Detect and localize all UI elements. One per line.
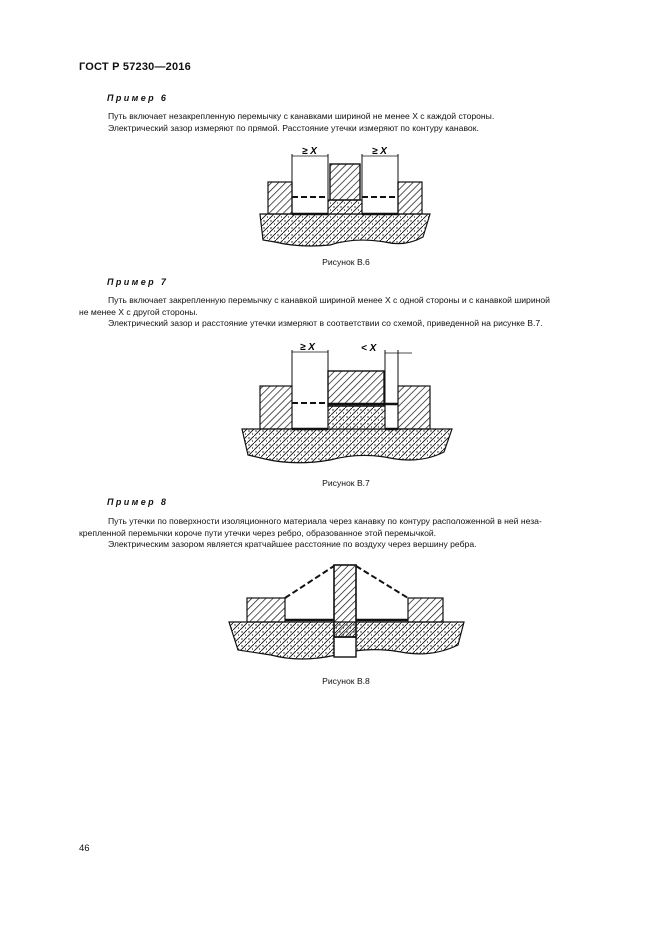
base-insulator: [242, 429, 452, 463]
dim-label-left: ≥ X: [300, 342, 315, 353]
example-7-line-3: Электрический зазор и расстояние утечки измеряют в соответствии со схемой, приведенной на рисунке В.7.: [108, 318, 543, 329]
caption-b6: Рисунок В.6: [322, 257, 370, 267]
page-number: 46: [79, 843, 90, 854]
bar: [330, 164, 360, 200]
example-6-title: Пример 6: [107, 93, 169, 103]
caption-b8: Рисунок В.8: [322, 676, 370, 686]
base-insulator: [260, 214, 430, 246]
figure-b7: [240, 338, 455, 468]
document-header: ГОСТ Р 57230—2016: [79, 61, 191, 73]
bar: [328, 371, 384, 406]
base-raised: [328, 200, 362, 214]
groove: [334, 637, 356, 657]
example-6-line-1: Путь включает незакрепленную перемычку с канавками шириной не менее X с каждой стороны.: [108, 111, 495, 121]
example-8-title: Пример 8: [107, 497, 169, 507]
dim-label-right: ≥ X: [372, 146, 387, 157]
right-conductor: [398, 182, 422, 214]
example-6-line-2: Электрический зазор измеряют по прямой. Расстояние утечки измеряют по контуру канавок.: [108, 122, 479, 133]
left-conductor: [247, 598, 285, 622]
left-conductor: [268, 182, 292, 214]
example-8-text: [79, 516, 624, 551]
example-7-text: [79, 295, 624, 330]
example-6-text: [79, 111, 619, 134]
figure-b8: [226, 560, 466, 665]
left-conductor: [260, 386, 292, 429]
example-8-line-2: крепленной перемычки короче пути утечки через ребро, образованное этой перемычкой.: [79, 527, 437, 538]
dim-label-left: ≥ X: [302, 146, 317, 157]
example-7-line-2: не менее X с другой стороны.: [79, 306, 198, 317]
caption-b7: Рисунок В.7: [322, 478, 370, 488]
example-7-title: Пример 7: [107, 277, 169, 287]
right-conductor: [398, 386, 430, 429]
rib-bar: [334, 565, 356, 637]
right-conductor: [408, 598, 443, 622]
example-7-line-1: Путь включает закрепленную перемычку с канавкой шириной менее X с одной стороны и с канавкой шириной: [108, 295, 550, 305]
dim-label-right: < X: [361, 343, 377, 354]
example-8-line-1: Путь утечки по поверхности изоляционного материала через канавку по контуру расположенной в ней неза-: [108, 516, 542, 526]
figure-b6: [255, 142, 435, 252]
base-raised: [328, 406, 385, 429]
example-8-line-3: Электрическим зазором является кратчайшее расстояние по воздуху через вершину ребра.: [108, 539, 477, 550]
